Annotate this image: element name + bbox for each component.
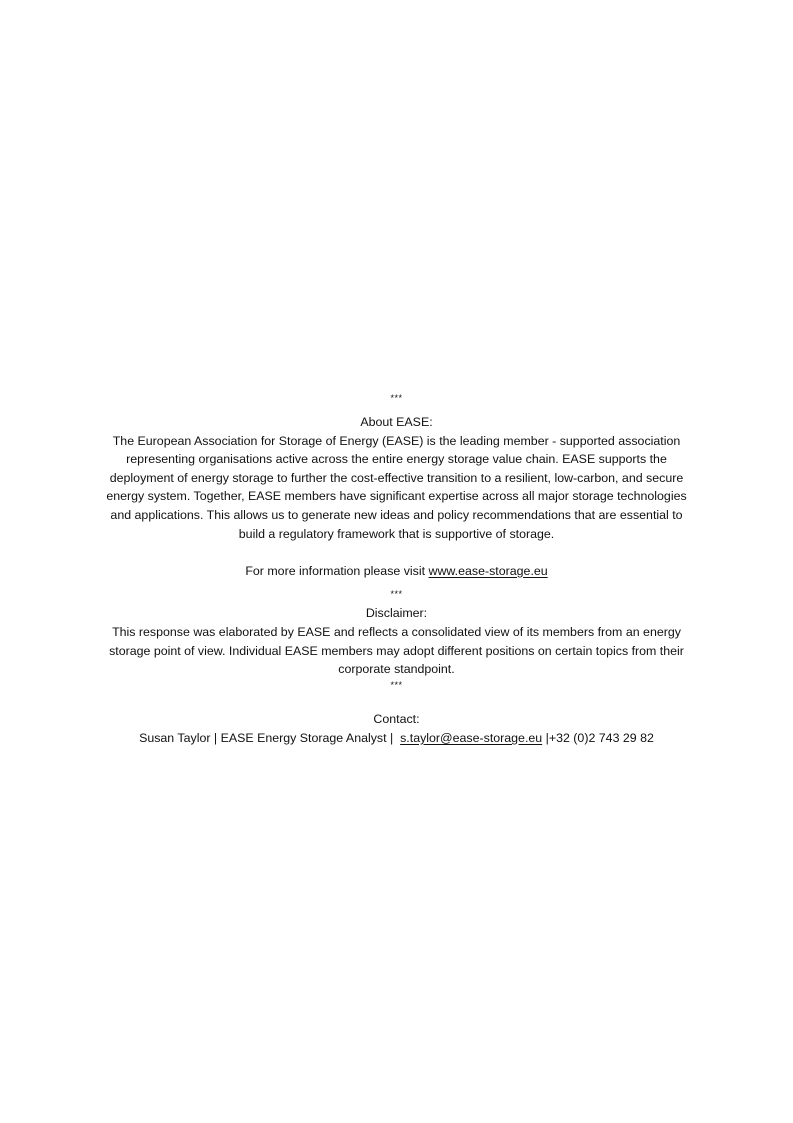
- contact-details: [34, 729, 759, 748]
- about-heading: About EASE:: [360, 415, 433, 429]
- about-line-3: deployment of energy storage to further the cost-effective transition to a resilient, low-carbon, and secure: [109, 470, 684, 485]
- about-line-1: The European Association for Storage of Energy (EASE) is the leading member - supported association: [112, 433, 681, 448]
- more-info-text: For more information please visit: [245, 563, 429, 578]
- about-line-6: build a regulatory framework that is supportive of storage.: [238, 526, 555, 541]
- ease-website-link[interactable]: www.ease-storage.eu: [428, 563, 548, 578]
- about-line-4: energy system. Together, EASE members have significant expertise across all major storage technologies: [106, 489, 687, 504]
- more-info-line: [84, 562, 709, 581]
- disclaimer-section: [84, 604, 709, 678]
- separator-bottom: ***: [390, 679, 403, 690]
- about-section: [84, 413, 709, 580]
- about-line-5: and applications. This allows us to generate new ideas and policy recommendations that are essential to: [110, 507, 683, 522]
- disclaimer-line-1: This response was elaborated by EASE and reflects a consolidated view of its members from an energy: [112, 624, 681, 639]
- contact-name-role: Susan Taylor | EASE Energy Storage Analyst |: [139, 730, 401, 745]
- document-body: [84, 392, 709, 748]
- disclaimer-line-2: storage point of view. Individual EASE members may adopt different positions on certain topics from their: [109, 643, 684, 658]
- contact-email-link[interactable]: s.taylor@ease-storage.eu: [400, 730, 543, 745]
- contact-phone: |+32 (0)2 743 29 82: [542, 730, 654, 745]
- separator-top: ***: [390, 393, 403, 403]
- separator-middle: ***: [390, 589, 403, 600]
- disclaimer-heading: Disclaimer:: [365, 606, 428, 621]
- contact-heading: Contact:: [373, 712, 420, 727]
- about-line-2: representing organisations active across the entire energy storage value chain. EASE supports the: [126, 452, 667, 467]
- disclaimer-line-3: corporate standpoint.: [338, 662, 455, 677]
- contact-section: [84, 710, 709, 747]
